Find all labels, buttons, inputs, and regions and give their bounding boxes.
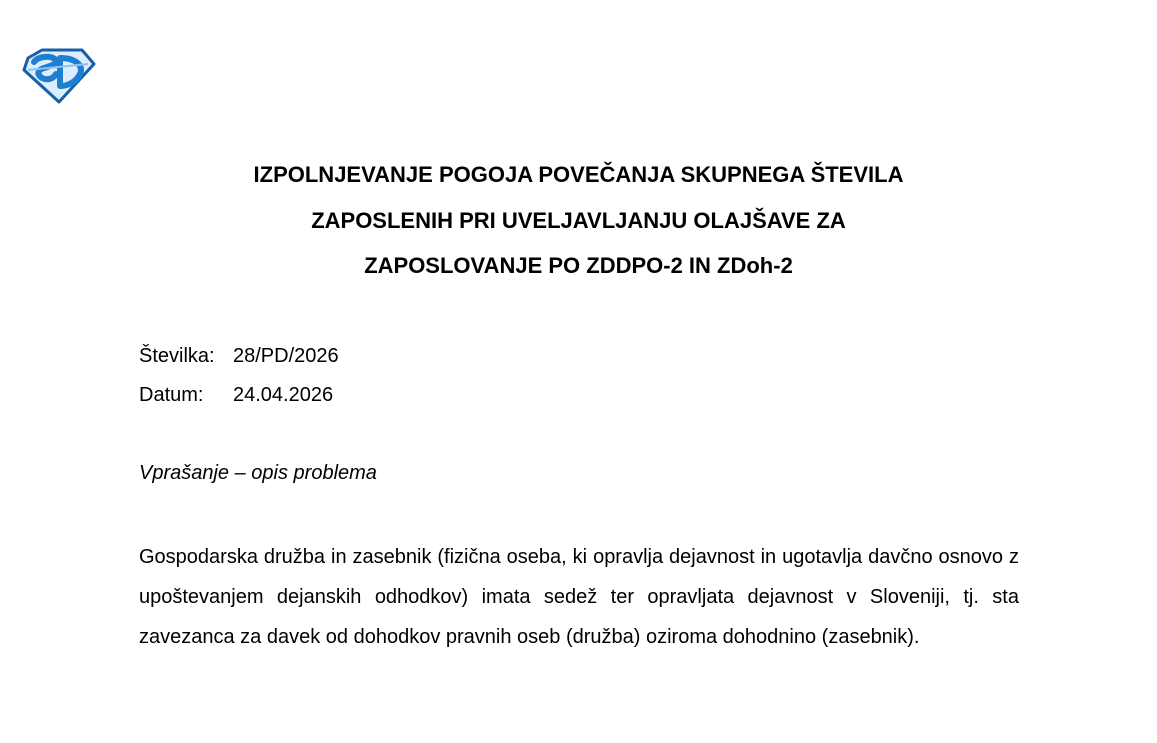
document-number-label: Številka: [139,345,215,367]
document-number-value: 28/PD/2026 [233,345,339,367]
document-date-label: Datum: [139,384,204,406]
title-line-1: IZPOLNJEVANJE POGOJA POVEČANJA SKUPNEGA ŠTEVILA [253,162,904,187]
title-line-2: ZAPOSLENIH PRI UVELJAVLJANJU OLAJŠAVE ZA [311,207,846,233]
title-line-3: ZAPOSLOVANJE PO ZDDPO-2 IN ZDoh-2 [364,253,793,278]
document-date-value: 24.04.2026 [233,384,334,406]
body-paragraph: Gospodarska družba in zasebnik (fizična oseba, ki opravlja dejavnost in ugotavlja davčno osnovo z upoštevanjem dejanskih odhodkov) imata sedež ter opravljata dejavnost v Sloveniji, tj. sta zavezanca za davek od dohodkov pravnih oseb (družba) oziroma dohodnino (zasebnik). [139,546,1019,648]
document-meta [139,337,339,415]
logo [22,48,96,104]
document-number-row [139,337,339,376]
document-date-row [139,376,339,415]
diamond-shield-logo-icon [22,48,96,104]
document-title [120,152,1037,289]
question-heading: Vprašanje – opis problema [139,462,377,484]
